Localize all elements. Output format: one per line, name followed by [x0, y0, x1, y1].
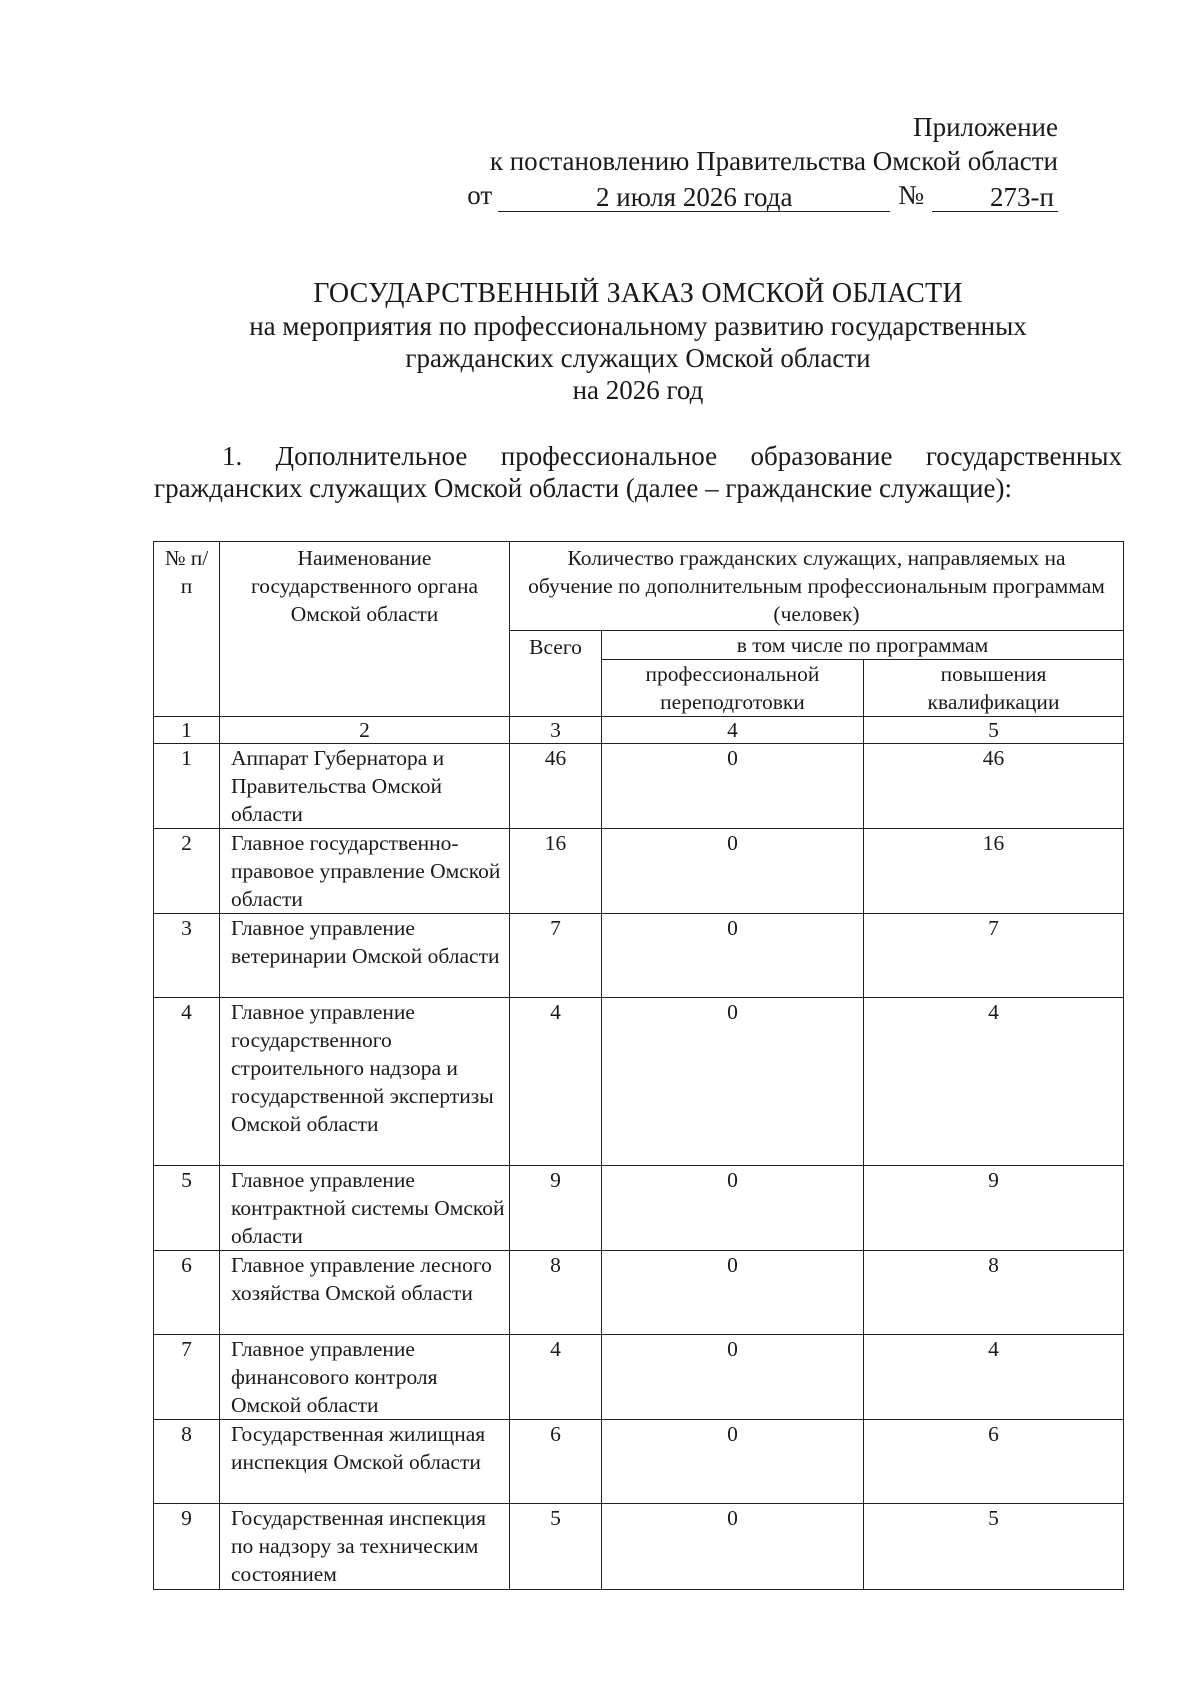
table-row	[154, 1166, 1124, 1251]
organ-name: Государственная жилищная инспекция Омской области	[220, 1420, 510, 1504]
total-value: 46	[510, 744, 602, 829]
table-row	[154, 914, 1124, 998]
column-index: 3	[510, 717, 602, 744]
row-number: 8	[154, 1420, 220, 1504]
table-row	[154, 1251, 1124, 1335]
qualification-value: 6	[864, 1420, 1124, 1504]
total-value: 7	[510, 914, 602, 998]
column-index: 2	[220, 717, 510, 744]
qualification-value: 7	[864, 914, 1124, 998]
organ-name: Главное государственно-правовое управление Омской области	[220, 829, 510, 914]
total-value: 6	[510, 1420, 602, 1504]
retraining-value: 0	[602, 744, 864, 829]
total-value: 4	[510, 998, 602, 1166]
qualification-value: 5	[864, 1504, 1124, 1590]
table-row	[154, 1504, 1124, 1590]
retraining-value: 0	[602, 1504, 864, 1590]
resolution-date: 2 июля 2026 года	[498, 183, 890, 212]
qualification-value: 4	[864, 998, 1124, 1166]
appendix-title: Приложение	[913, 112, 1058, 142]
row-number: 6	[154, 1251, 220, 1335]
title-line-3: гражданских служащих Омской области	[405, 343, 871, 373]
header-retraining: профессиональной переподготовки	[602, 660, 864, 717]
retraining-value: 0	[602, 1335, 864, 1420]
appendix-date-line	[438, 178, 1058, 212]
document-title	[0, 278, 1200, 406]
row-number: 2	[154, 829, 220, 914]
title-line-1: ГОСУДАРСТВЕННЫЙ ЗАКАЗ ОМСКОЙ ОБЛАСТИ	[313, 278, 963, 309]
table-row	[154, 998, 1124, 1166]
total-value: 4	[510, 1335, 602, 1420]
organ-name: Главное управление финансового контроля Омской области	[220, 1335, 510, 1420]
number-label: №	[898, 180, 924, 210]
qualification-value: 8	[864, 1251, 1124, 1335]
table-row	[154, 744, 1124, 829]
table-row	[154, 829, 1124, 914]
header-organ-name: Наименование государственного органа Омской области	[220, 542, 510, 717]
header-subgroup: в том числе по программам	[602, 631, 1124, 660]
row-number: 1	[154, 744, 220, 829]
row-number: 7	[154, 1335, 220, 1420]
row-number: 3	[154, 914, 220, 998]
header-number: № п/п	[154, 542, 220, 717]
row-number: 9	[154, 1504, 220, 1590]
qualification-value: 46	[864, 744, 1124, 829]
header-qualification: повышения квалификации	[864, 660, 1124, 717]
qualification-value: 4	[864, 1335, 1124, 1420]
total-value: 16	[510, 829, 602, 914]
table-body	[154, 717, 1124, 1590]
organ-name: Государственная инспекция по надзору за техническим состоянием	[220, 1504, 510, 1590]
organ-name: Главное управление лесного хозяйства Омской области	[220, 1251, 510, 1335]
title-line-4: на 2026 год	[572, 375, 704, 405]
column-index-row	[154, 717, 1124, 744]
intro-section	[154, 440, 1122, 504]
column-index: 5	[864, 717, 1124, 744]
appendix-block	[438, 110, 1058, 212]
retraining-value: 0	[602, 829, 864, 914]
row-number: 4	[154, 998, 220, 1166]
total-value: 8	[510, 1251, 602, 1335]
appendix-reference: к постановлению Правительства Омской области	[489, 146, 1058, 176]
allocation-table	[153, 541, 1124, 1590]
title-line-2: на мероприятия по профессиональному развитию государственных	[249, 311, 1027, 341]
retraining-value: 0	[602, 1166, 864, 1251]
retraining-value: 0	[602, 914, 864, 998]
organ-name: Аппарат Губернатора и Правительства Омской области	[220, 744, 510, 829]
resolution-number: 273-п	[932, 183, 1058, 212]
retraining-value: 0	[602, 1251, 864, 1335]
total-value: 5	[510, 1504, 602, 1590]
row-number: 5	[154, 1166, 220, 1251]
qualification-value: 16	[864, 829, 1124, 914]
organ-name: Главное управление контрактной системы Омской области	[220, 1166, 510, 1251]
retraining-value: 0	[602, 1420, 864, 1504]
intro-paragraph: 1. Дополнительное профессиональное образование государственных гражданских служащих Омской области (далее – гражданские служащие):	[154, 441, 1122, 503]
qualification-value: 9	[864, 1166, 1124, 1251]
header-total: Всего	[510, 631, 602, 717]
table-row	[154, 1335, 1124, 1420]
date-prefix: от	[467, 180, 493, 210]
table-row	[154, 1420, 1124, 1504]
retraining-value: 0	[602, 998, 864, 1166]
column-index: 1	[154, 717, 220, 744]
column-index: 4	[602, 717, 864, 744]
organ-name: Главное управление государственного строительного надзора и государственной экспертизы Омской области	[220, 998, 510, 1166]
header-group: Количество гражданских служащих, направляемых на обучение по дополнительным профессиональным программам (человек)	[510, 542, 1124, 631]
total-value: 9	[510, 1166, 602, 1251]
organ-name: Главное управление ветеринарии Омской области	[220, 914, 510, 998]
